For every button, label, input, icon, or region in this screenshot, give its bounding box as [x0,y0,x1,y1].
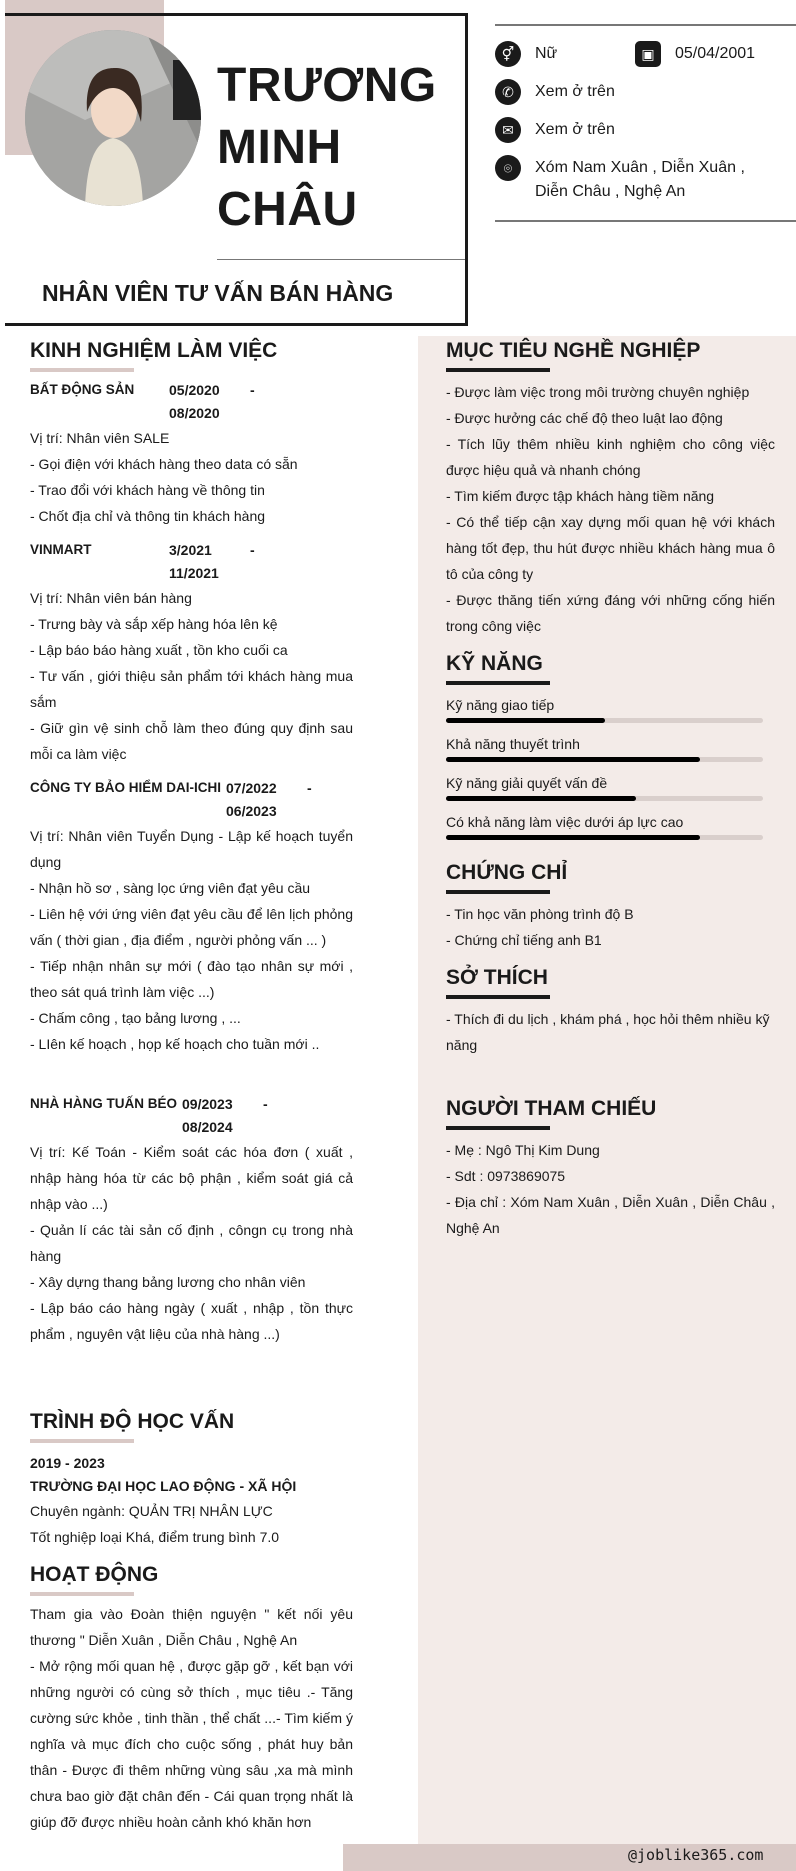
objective-item-6: - Được thăng tiến xứng đáng với những cống hiến trong công việc [446,592,775,634]
avatar [25,30,201,206]
skills-underline [446,681,550,685]
job-4-date-end: 08/2024 [182,1119,233,1135]
skill-1-bar [446,718,763,723]
job-3-date-end: 06/2023 [226,803,277,819]
skill-2-bar [446,757,763,762]
certificate-item-1: - Tin học văn phòng trình độ B [446,906,634,922]
name-line-2: MINH [217,121,342,174]
location-icon: ⌾ [495,155,521,181]
reference-item-2: - Sdt : 0973869075 [446,1168,566,1184]
job-4-company: NHÀ HÀNG TUẤN BÉO [30,1096,177,1111]
objective-item-4: - Tìm kiếm được tập khách hàng tiềm năng [446,488,715,504]
full-name [217,55,437,241]
hobbies-underline [446,995,550,999]
job-2-company: VINMART [30,542,92,557]
activities-title: HOẠT ĐỘNG [30,1563,159,1586]
education-major: Chuyên ngành: QUẢN TRỊ NHÂN LỰC [30,1503,273,1519]
job-1-line-3: - Trao đổi với khách hàng về thông tin [30,482,265,498]
experience-title: KINH NGHIỆM LÀM VIỆC [30,339,278,362]
skill-3-fill [446,796,636,801]
hobbies-title: SỞ THÍCH [446,966,548,989]
objective-item-5: - Có thể tiếp cận xay dựng mối quan hệ với khách hàng tốt đẹp, thu hút được nhiều khách hàng mua ô tô của công ty [446,514,775,582]
objective-underline [446,368,550,372]
address-value: Xóm Nam Xuân , Diễn Xuân , Diễn Châu , Nghệ An [535,159,745,200]
references-underline [446,1126,550,1130]
job-3-line-1: Vị trí: Nhân viên Tuyển Dụng - Lập kế hoạch tuyển dụng [30,828,353,870]
skill-2-label: Khả năng thuyết trình [446,736,580,752]
objective-title: MỤC TIÊU NGHỀ NGHIỆP [446,339,701,362]
skill-2-fill [446,757,700,762]
skill-1-label: Kỹ năng giao tiếp [446,697,555,713]
job-2-line-4: - Tư vấn , giới thiệu sản phẩm tới khách hàng mua sắm [30,668,353,710]
skill-4-bar [446,835,763,840]
job-2-line-2: - Trưng bày và sắp xếp hàng hóa lên kệ [30,616,278,632]
contact-top-divider [495,24,796,26]
certificates-underline [446,890,550,894]
job-1-company: BẤT ĐỘNG SẢN [30,382,135,397]
activities-underline [30,1592,134,1596]
job-1-date-end: 08/2020 [169,405,220,421]
job-3-company: CÔNG TY BẢO HIỂM DAI-ICHI [30,780,222,795]
job-4-line-1: Vị trí: Kế Toán - Kiểm soát các hóa đơn ( xuất , nhập hàng hóa từ các bộ phận , kiểm soát giá cả nhập vào ...) [30,1144,353,1212]
job-1-line-4: - Chốt địa chỉ và thông tin khách hàng [30,508,266,524]
job-1-date-sep: - [250,382,255,398]
name-line-3: CHÂU [217,183,358,236]
skill-4-label: Có khả năng làm việc dưới áp lực cao [446,814,684,830]
hobbies-text: - Thích đi du lịch , khám phá , học hỏi thêm nhiều kỹ năng [446,1011,770,1053]
experience-underline [30,368,134,372]
name-line-1: TRƯƠNG [217,59,437,112]
job-title: NHÂN VIÊN TƯ VẤN BÁN HÀNG [42,280,394,306]
name-divider [217,259,465,260]
job-3-line-3: - Liên hệ với ứng viên đạt yêu cầu để lên lịch phỏng vấn ( thời gian , địa điểm , người phỏng vấn ... ) [30,906,353,948]
education-title: TRÌNH ĐỘ HỌC VẤN [30,1410,235,1433]
job-2-line-3: - Lập báo báo hàng xuất , tồn kho cuối ca [30,642,288,658]
job-4-line-2: - Quản lí các tài sản cố định , côngn cụ trong nhà hàng [30,1222,353,1264]
job-1-date-start: 05/2020 [169,382,220,398]
objective-item-2: - Được hưởng các chế độ theo luật lao động [446,410,723,426]
email-icon: ✉ [495,117,521,143]
education-underline [30,1439,134,1443]
portrait-photo [25,30,201,206]
job-3-line-5: - Chấm công , tạo bảng lương , ... [30,1010,241,1026]
skills-title: KỸ NĂNG [446,652,543,675]
job-3-line-6: - LIên kế hoạch , họp kế hoạch cho tuần mới .. [30,1036,320,1052]
job-2-line-5: - Giữ gìn vệ sinh chỗ làm theo đúng quy định sau mỗi ca làm việc [30,720,353,762]
job-3-date-start: 07/2022 [226,780,277,796]
job-3-line-4: - Tiếp nhận nhân sự mới ( đào tạo nhân sự mới , theo sát quá trình làm việc ...) [30,958,353,1000]
phone-value: Xem ở trên [535,83,615,100]
education-result: Tốt nghiệp loại Khá, điểm trung bình 7.0 [30,1529,280,1545]
reference-item-1: - Mẹ : Ngô Thị Kim Dung [446,1142,600,1158]
email-value: Xem ở trên [535,121,615,138]
calendar-icon: ▣ [635,41,661,67]
birthday-value: 05/04/2001 [675,45,756,62]
skill-4-fill [446,835,700,840]
job-2-line-1: Vị trí: Nhân viên bán hàng [30,590,192,606]
certificate-item-2: - Chứng chỉ tiếng anh B1 [446,932,602,948]
footer-watermark: @joblike365.com [628,1846,764,1864]
job-4-date-start: 09/2023 [182,1096,233,1112]
certificates-title: CHỨNG CHỈ [446,861,568,884]
job-4-line-3: - Xây dựng thang bảng lương cho nhân viên [30,1274,306,1290]
job-4-line-4: - Lập báo cáo hàng ngày ( xuất , nhập , tồn thực phẩm , nguyên vật liệu của nhà hàng ...) [30,1300,353,1342]
job-4-date-sep: - [263,1096,268,1112]
education-years: 2019 - 2023 [30,1455,105,1471]
skill-3-label: Kỹ năng giải quyết vấn đề [446,775,608,791]
activities-text: Tham gia vào Đoàn thiện nguyện " kết nối yêu thương " Diễn Xuân , Diễn Châu , Nghệ An - Mở rộng mối quan hệ , được gặp gỡ , kết bạn với những người có cùng sở thích , mục tiêu .- Tăng cường sức khỏe , tinh thần , thể chất ...- Tìm kiếm ý nghĩa và mục đích cho cuộc sống , phát huy bản thân - Được đi thêm những vùng sâu ,xa mà mình chưa bao giờ đặt chân đến - Cái quan trọng nhất là giúp đỡ được nhiều hoàn cảnh khó khăn hơn [30,1606,353,1830]
job-1-line-2: - Gọi điện với khách hàng theo data có sẵn [30,456,298,472]
job-3-line-2: - Nhận hồ sơ , sàng lọc ứng viên đạt yêu cầu [30,880,311,896]
job-2-date-end: 11/2021 [169,565,219,581]
references-title: NGƯỜI THAM CHIẾU [446,1097,657,1120]
gender-icon: ⚥ [495,41,521,67]
objective-item-3: - Tích lũy thêm nhiều kinh nghiệm cho công việc được hiệu quả và nhanh chóng [446,436,775,478]
phone-icon: ✆ [495,79,521,105]
education-school: TRƯỜNG ĐẠI HỌC LAO ĐỘNG - XÃ HỘI [30,1478,297,1494]
skill-1-fill [446,718,605,723]
job-1-line-1: Vị trí: Nhân viên SALE [30,430,170,446]
objective-item-1: - Được làm việc trong môi trường chuyên nghiệp [446,384,750,400]
job-2-date-sep: - [250,542,255,558]
job-2-date-start: 3/2021 [169,542,212,558]
job-3-date-sep: - [307,780,312,796]
gender-value: Nữ [535,45,558,62]
skill-3-bar [446,796,763,801]
reference-item-3: - Địa chỉ : Xóm Nam Xuân , Diễn Xuân , Diễn Châu , Nghệ An [446,1194,775,1236]
contact-bottom-divider [495,220,796,222]
